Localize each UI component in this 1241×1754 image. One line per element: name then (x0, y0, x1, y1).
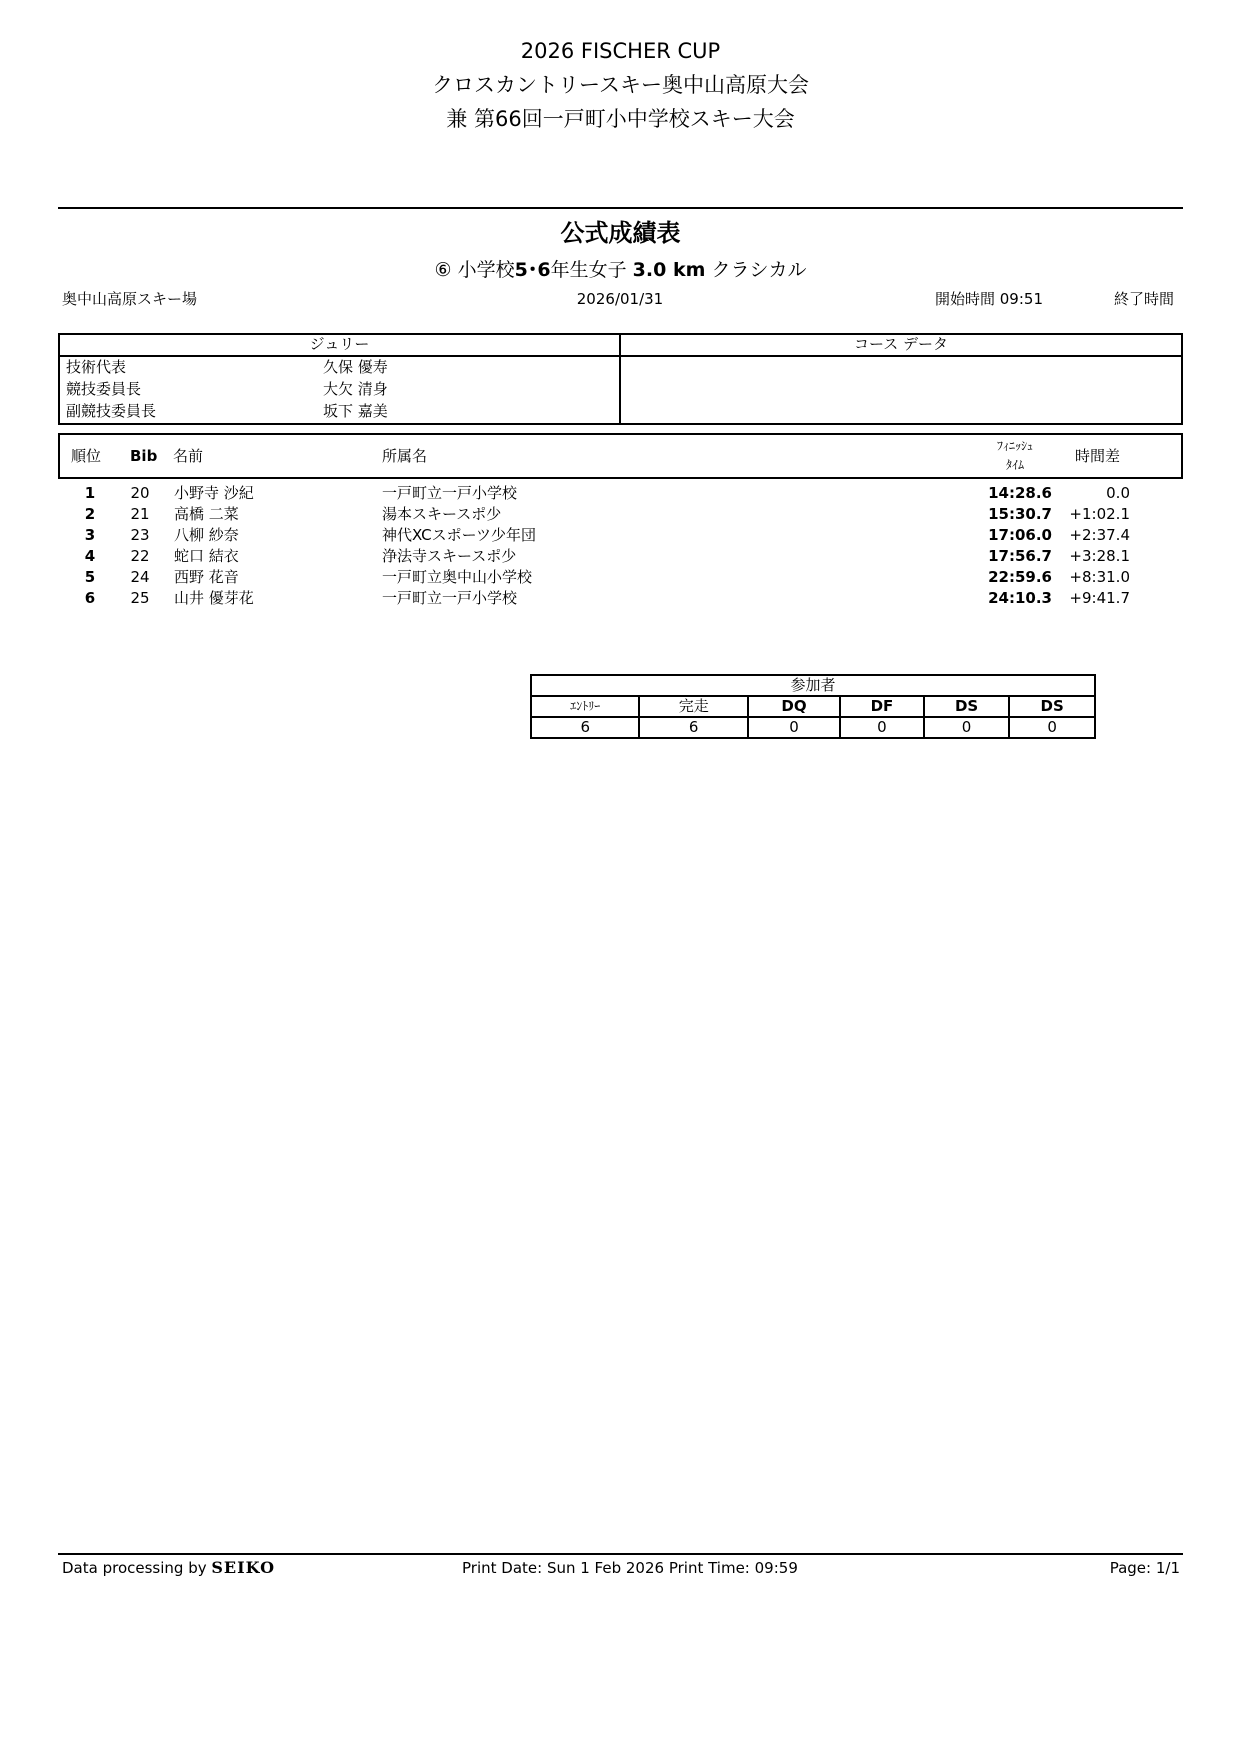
row-2-name: 高橋 二菜 (174, 505, 239, 523)
report-title: 公式成績表 (560, 219, 681, 247)
value-dq: 0 (748, 717, 840, 738)
jury-name-3: 坂下 嘉美 (323, 402, 388, 420)
row-6-name: 山井 優芽花 (174, 589, 254, 607)
label-ds-2: DS (1009, 696, 1095, 717)
row-6-time: 24:10.3 (988, 589, 1052, 607)
print-info: Print Date: Sun 1 Feb 2026 Print Time: 09:59 (462, 1559, 798, 1577)
row-1-rank: 1 (84, 484, 96, 502)
row-1-club: 一戸町立一戸小学校 (382, 484, 518, 502)
value-df: 0 (840, 717, 924, 738)
value-finished: 6 (639, 717, 747, 738)
row-6-bib: 25 (130, 589, 150, 607)
col-rank: 順位 (71, 447, 102, 465)
row-5-rank: 5 (84, 568, 96, 586)
event-number: ⑥ (434, 259, 452, 281)
row-1-time: 14:28.6 (988, 484, 1052, 502)
row-2-club: 湯本スキースポ少 (382, 505, 502, 523)
row-4-club: 浄法寺スキースポ少 (382, 547, 517, 565)
race-date: 2026/01/31 (576, 290, 664, 308)
col-diff: 時間差 (1075, 447, 1121, 465)
row-3-bib: 23 (130, 526, 150, 544)
row-3-diff: +2:37.4 (1069, 526, 1130, 544)
value-ds-2: 0 (1009, 717, 1095, 738)
value-ds-1: 0 (924, 717, 1010, 738)
row-4-time: 17:56.7 (988, 547, 1052, 565)
row-5-time: 22:59.6 (988, 568, 1052, 586)
row-1-diff: 0.0 (1106, 484, 1130, 502)
col-finish-top: ﾌｨﾆｯｼｭ (996, 439, 1033, 453)
event-distance: 3.0 km (632, 259, 706, 281)
race-description (0, 256, 1241, 284)
row-6-club: 一戸町立一戸小学校 (382, 589, 518, 607)
event-prefix: 小学校 (457, 259, 515, 281)
row-6-diff: +9:41.7 (1069, 589, 1130, 607)
page-number: Page: 1/1 (1109, 1559, 1180, 1577)
jury-header: ジュリー (309, 335, 370, 353)
participants-header: 参加者 (531, 675, 1095, 696)
row-6-rank: 6 (84, 589, 96, 607)
processing-label: Data processing by (62, 1559, 207, 1577)
row-5-bib: 24 (130, 568, 150, 586)
footer-divider (58, 1553, 1183, 1555)
row-3-time: 17:06.0 (988, 526, 1052, 544)
data-processing (62, 1557, 275, 1579)
label-finished: 完走 (639, 696, 747, 717)
participants-table (530, 674, 1096, 739)
event-category: 年生女子 (550, 259, 627, 281)
header-divider (58, 207, 1183, 209)
jury-role-2: 競技委員長 (66, 380, 142, 398)
event-title-line2: クロスカントリースキー奥中山高原大会 (432, 73, 809, 97)
end-time: 終了時間 (1114, 290, 1175, 308)
row-1-name: 小野寺 沙紀 (174, 484, 254, 502)
label-entry: ｴﾝﾄﾘｰ (531, 696, 639, 717)
row-5-diff: +8:31.0 (1069, 568, 1130, 586)
row-4-diff: +3:28.1 (1069, 547, 1130, 565)
col-finish-bottom: ﾀｲﾑ (1005, 458, 1024, 472)
row-4-rank: 4 (84, 547, 96, 565)
start-time: 開始時間 09:51 (935, 290, 1043, 308)
seiko-logo: SEIKO (211, 1558, 276, 1577)
label-ds-1: DS (924, 696, 1010, 717)
value-entry: 6 (531, 717, 639, 738)
row-5-name: 西野 花音 (174, 568, 239, 586)
event-style: クラシカル (711, 259, 807, 281)
col-club: 所属名 (382, 447, 428, 465)
row-2-time: 15:30.7 (988, 505, 1052, 523)
jury-role-1: 技術代表 (66, 358, 127, 376)
row-3-club: 神代XCスポーツ少年団 (382, 526, 537, 544)
col-name: 名前 (173, 447, 204, 465)
course-data-header: コース データ (853, 335, 949, 353)
jury-role-3: 副競技委員長 (66, 402, 157, 420)
row-3-name: 八柳 紗奈 (174, 526, 239, 544)
event-title-line3: 兼 第66回一戸町小中学校スキー大会 (446, 107, 795, 131)
row-3-rank: 3 (84, 526, 96, 544)
row-2-diff: +1:02.1 (1069, 505, 1130, 523)
row-2-bib: 21 (130, 505, 150, 523)
event-title-line1: 2026 FISCHER CUP (520, 39, 721, 63)
col-bib: Bib (130, 447, 158, 465)
event-grade: 5･6 (514, 259, 551, 281)
row-4-name: 蛇口 結衣 (174, 547, 239, 565)
venue: 奥中山高原スキー場 (62, 290, 198, 308)
label-df: DF (840, 696, 924, 717)
jury-name-2: 大欠 清身 (323, 380, 388, 398)
row-2-rank: 2 (84, 505, 96, 523)
row-4-bib: 22 (130, 547, 150, 565)
jury-name-1: 久保 優寿 (323, 358, 388, 376)
row-1-bib: 20 (130, 484, 150, 502)
label-dq: DQ (748, 696, 840, 717)
row-5-club: 一戸町立奥中山小学校 (382, 568, 533, 586)
